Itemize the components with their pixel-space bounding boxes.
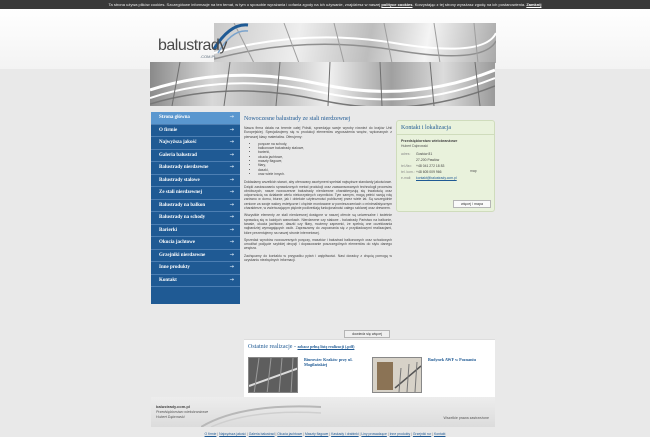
- separator: |: [431, 432, 434, 436]
- arrow-right-icon: ⇢: [229, 115, 234, 120]
- cookie-policy-link[interactable]: polityce cookies: [381, 2, 413, 7]
- contact-company: Przedsiębiorstwo wielobranżowe: [401, 139, 458, 143]
- products-paragraph: Wszystkie elementy ze stali nierdzewnej dostępne w naszej ofercie są uniwersalne i świetnie sprawdzą się w każdych warunkach. Nierdzewne czy stalowe - balustrady Państwo na balkonie, tarasie, okucia jachtowe, daszki czy filary, możemy zapewnić, że spełnią one oczekiwania najbardziej wymagających osób. Zapraszamy do zapoznania się z przykładowymi realizacjami, które prezentujemy na naszej stronie internetowej.: [244, 213, 392, 235]
- project-photo-graphic: [373, 358, 422, 393]
- nav-item-quality[interactable]: [151, 137, 240, 150]
- nav-label: Ze stali nierdzewnej: [159, 190, 203, 195]
- nav-label: Kontakt: [159, 277, 177, 283]
- nav-label: Balustrady stalowe: [159, 177, 200, 183]
- arrow-right-icon: ⇢: [229, 240, 234, 245]
- nav-item-radiators[interactable]: [151, 250, 240, 263]
- cookie-after-text: . Korzystając z tej strony wyrażasz zgodę na ich postanowienia.: [412, 2, 526, 7]
- bottom-link[interactable]: Galeria balustrad: [248, 432, 275, 436]
- nav-item-stairs[interactable]: [151, 212, 240, 225]
- recent-projects: [244, 339, 495, 397]
- main-content: [244, 116, 392, 336]
- arrow-right-icon: ⇢: [229, 140, 234, 145]
- separator: |: [302, 432, 305, 436]
- list-item: • okucia jachtowe,: [258, 155, 392, 159]
- row-label: e-mail:: [401, 176, 412, 180]
- footer-company: Przedsiębiorstwo wielobranżowe: [156, 410, 209, 414]
- nav-label: Balustrady na schody: [159, 215, 206, 220]
- project-thumbnail[interactable]: [372, 357, 422, 393]
- bottom-link[interactable]: Kaskady i drabinki: [331, 432, 359, 436]
- nav-item-steel[interactable]: [151, 175, 240, 188]
- separator: |: [274, 432, 278, 436]
- nav-label: Najwyższa jakość: [159, 140, 197, 145]
- contact-paragraph: Zachęcamy do kontaktu w przypadku pytań i wątpliwości. Nasi doradcy z chęcią pomogą w uzyskaniu niezbędnych informacji.: [244, 253, 392, 263]
- separator: |: [386, 432, 390, 436]
- page-wrapper: [150, 9, 500, 437]
- nav-label: Inne produkty: [159, 265, 190, 270]
- banner-image: [150, 62, 495, 106]
- offer-list: [258, 142, 392, 176]
- learn-more-button[interactable]: dowiedz się więcej: [344, 330, 390, 338]
- project-photo-graphic: [249, 358, 298, 393]
- banner-railing-graphic: [150, 62, 495, 106]
- sales-paragraph: Sprzedaż wyrobów nowoczesnych poręczy, masztów i balustrad balkonowych oraz schodowych umożliwi podjęcie szybkiej decyzji i dopasowanie poszczególnych elementów do stylu danego wnętrza.: [244, 237, 392, 251]
- list-item: • balkonowe balustrady stalowe,: [258, 146, 392, 150]
- recent-title-text: Ostatnie realizacje: [248, 344, 293, 350]
- nav-label: Grzejniki nierdzewne: [159, 252, 206, 258]
- logo-text[interactable]: balustrady: [158, 37, 227, 54]
- sidebar-nav: [151, 112, 240, 304]
- project-name[interactable]: Biurowiec Kraków przy ul. Mogilańskiej: [304, 357, 353, 367]
- full-list-link[interactable]: zobacz pełną listę realizacji (.pdf): [297, 344, 355, 349]
- list-item: • oraz wiele innych.: [258, 172, 392, 176]
- arrow-right-icon: ⇢: [229, 277, 234, 283]
- nav-item-home[interactable]: [151, 112, 240, 125]
- separator: |: [245, 432, 249, 436]
- email-link[interactable]: kontakt@balustrady.com.pl: [416, 176, 457, 180]
- separator: |: [358, 432, 362, 436]
- footer-person: Hubert Dąbrowski: [156, 415, 185, 419]
- nav-item-stainless-steel[interactable]: [151, 187, 240, 200]
- list-item: • daszki,: [258, 168, 392, 172]
- footer-site: balustrady.com.pl: [156, 404, 190, 409]
- arrow-right-icon: ⇢: [229, 215, 234, 220]
- contact-person: Hubert Dąbrowski: [401, 144, 428, 148]
- nav-item-contact[interactable]: [151, 275, 240, 288]
- recent-title: [244, 340, 495, 352]
- intro-paragraph: Nasza firma działa na terenie całej Polski, sprzedając swoje wyroby również do krajów Unii Europejskiej. Specjalizujemy się w produkcji elementów wyposażenia wnętrz, wykonanych z pierwszej klasy materiałów. Oferujemy:: [244, 126, 392, 139]
- list-item: • poręcze na schody,: [258, 142, 392, 146]
- page-title: Nowoczesne balustrady ze stali nierdzewnej: [244, 116, 351, 122]
- arrow-right-icon: ⇢: [229, 127, 234, 133]
- nav-label: Strona główna: [159, 115, 190, 120]
- row-label: tel./fax:: [401, 164, 412, 168]
- row-label: adres:: [401, 152, 411, 156]
- arrow-right-icon: ⇢: [229, 227, 234, 233]
- footer-rights: Wszelkie prawa zastrzeżone: [443, 416, 489, 420]
- list-item: • barierki,: [258, 150, 392, 154]
- logo-domain: .COM.PL: [200, 54, 217, 59]
- contact-title: Kontakt i lokalizacja: [397, 121, 494, 135]
- separator: |: [216, 432, 220, 436]
- nav-label: Galeria balustrad: [159, 152, 197, 158]
- nav-item-yacht[interactable]: [151, 237, 240, 250]
- row-label: tel. kom.:: [401, 170, 415, 174]
- cookie-close-link[interactable]: Zamknij: [526, 2, 542, 7]
- bottom-link[interactable]: Inne produkty: [389, 432, 411, 436]
- separator: |: [328, 432, 332, 436]
- map-image[interactable]: map: [470, 169, 477, 173]
- nav-label: Balustrady nierdzewne: [159, 165, 209, 170]
- arrow-right-icon: ⇢: [229, 265, 234, 270]
- bottom-link[interactable]: Okucia jachtowe: [277, 432, 303, 436]
- bottom-links: [0, 432, 650, 436]
- quality-paragraph: Dokładamy wszelkich starań, aby oferowany asortyment spełniał najwyższe standardy jakościowe. Dzięki zastosowaniu sprawdzonych metod produkcji oraz zaawansowanych technologii procesów obróbczych, nasze nowoczesne balustrady nierdzewne charakteryzują się trwałością oraz odpornością na działanie wielu niekorzystnych czynników. Tym samym, mogą pełnić swoją rolę zarówno w domu, biurze, jak i obiekcie użyteczności publicznej przez wiele lat. Są szczególnie cenione za swoje walory estetyczne i chętnie montowane w pomieszczeniach o minimalistycznym charakterze, w zwieńczającym pięknie podkreślają funkcjonalność całego szklanej oraz drewnem.: [244, 180, 392, 211]
- arrow-right-icon: ⇢: [229, 165, 234, 170]
- arrow-right-icon: ⇢: [229, 177, 234, 183]
- footer-swoosh-icon: [201, 397, 321, 427]
- nav-item-about[interactable]: [151, 125, 240, 138]
- bottom-link[interactable]: Grzejniki rur: [412, 432, 432, 436]
- recent-title-separator: -: [292, 344, 298, 350]
- row-value: Gostów 81: [416, 152, 433, 156]
- bottom-link[interactable]: Kontakt: [433, 432, 446, 436]
- bottom-link[interactable]: Maszty flagowe: [304, 432, 329, 436]
- nav-label: Barierki: [159, 227, 178, 233]
- arrow-right-icon: ⇢: [229, 152, 234, 158]
- row-value: +48 041 272 18 83: [416, 164, 445, 168]
- arrow-right-icon: ⇢: [229, 252, 234, 258]
- cookie-bar: [0, 0, 650, 9]
- map-button[interactable]: więcej / mapa: [453, 200, 491, 208]
- nav-item-other[interactable]: [151, 262, 240, 275]
- bottom-link[interactable]: Liny prowadzące: [361, 432, 387, 436]
- list-item: • maszty flagowe,: [258, 159, 392, 163]
- arrow-right-icon: ⇢: [229, 190, 234, 195]
- contact-row-email: [397, 175, 494, 181]
- contact-box: [396, 120, 495, 212]
- row-value: +48 605 009 966: [416, 170, 442, 174]
- separator: |: [410, 432, 413, 436]
- bottom-link[interactable]: Najwyższa jakość: [219, 432, 246, 436]
- railing-photo-graphic: [214, 23, 496, 63]
- list-item: • filary,: [258, 163, 392, 167]
- nav-item-stainless[interactable]: [151, 162, 240, 175]
- nav-item-barriers[interactable]: [151, 225, 240, 238]
- bottom-link[interactable]: O firmie: [204, 432, 217, 436]
- arrow-right-icon: ⇢: [229, 202, 234, 208]
- nav-label: Okucia jachtowe: [159, 240, 195, 245]
- cookie-text: Ta strona używa plików cookies. Szczegółowe informacje na ten temat, w tym o sposobie wyrażania i cofania zgody na ich używanie, znajdziesz w naszej: [108, 2, 381, 7]
- nav-label: Balustrady na balkon: [159, 202, 206, 208]
- footer: [151, 397, 495, 427]
- project-thumbnail[interactable]: [248, 357, 298, 393]
- nav-item-balcony[interactable]: [151, 200, 240, 213]
- nav-item-gallery[interactable]: [151, 150, 240, 163]
- row-value: 27-200 Pawłów: [416, 158, 440, 162]
- project-name[interactable]: Budynek AWF w Poznaniu: [428, 357, 476, 362]
- header-photo: [214, 23, 496, 63]
- nav-label: O firmie: [159, 127, 178, 133]
